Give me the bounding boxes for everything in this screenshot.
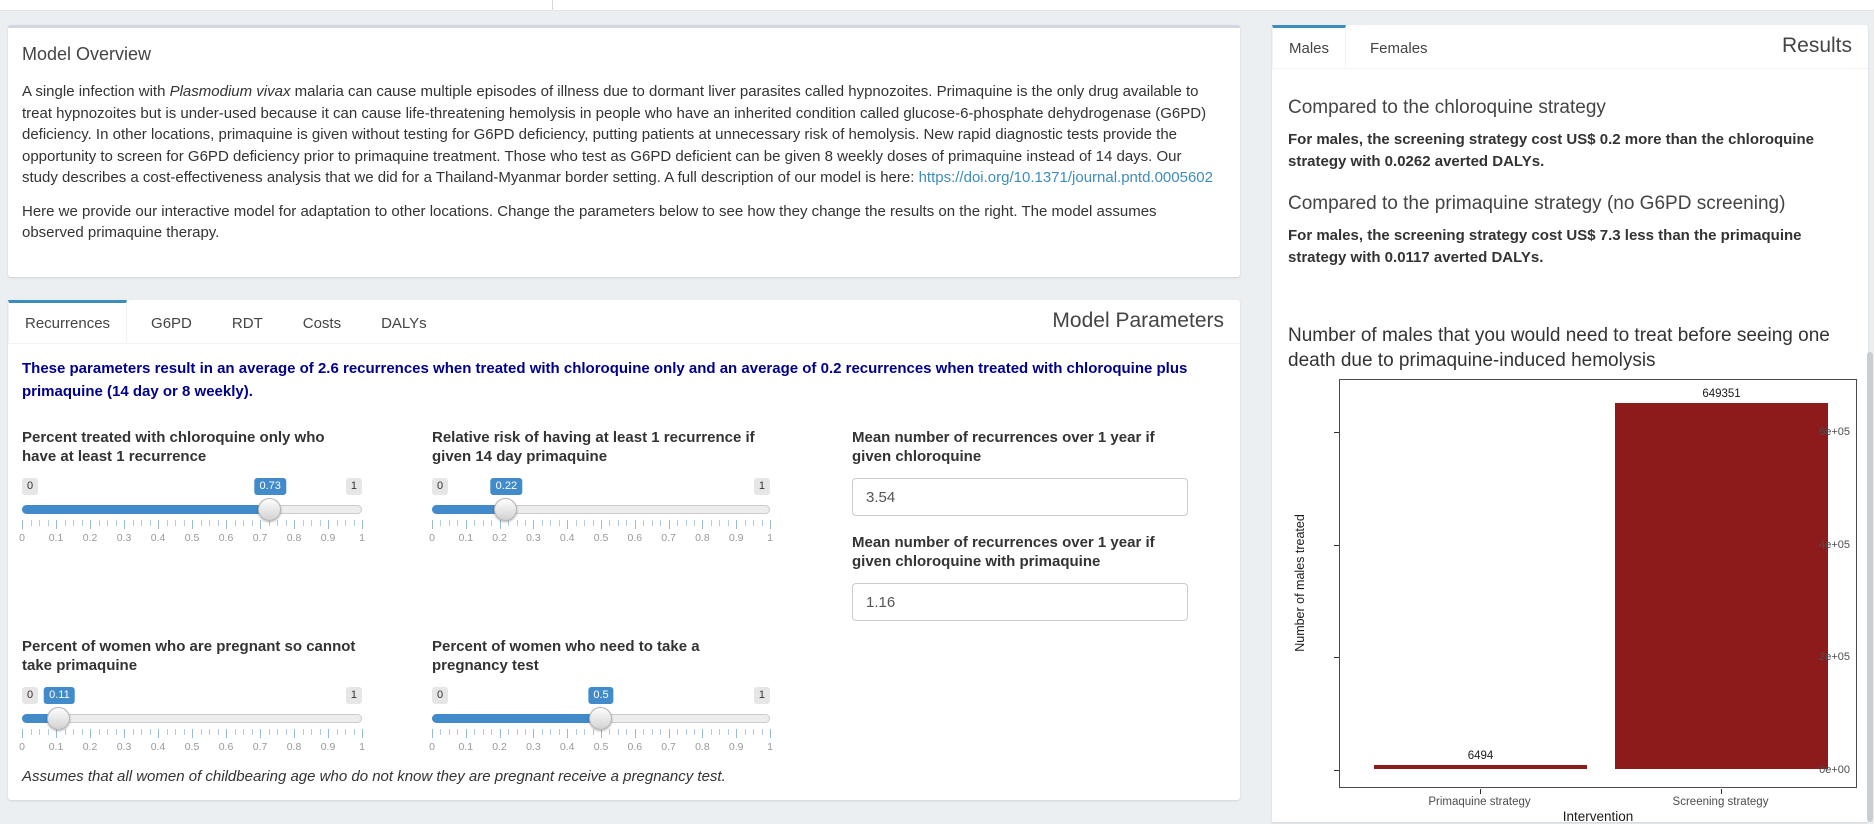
tab-recurrences[interactable]: Recurrences [8,300,127,342]
slider-tick [48,729,49,735]
slider-value-badge: 0.73 [254,478,285,495]
slider-tick [728,520,729,526]
y-axis-tick-mark [1334,770,1339,771]
slider-tick [440,520,441,526]
slider-tick-label: 0.3 [526,741,541,753]
slider-max-label: 1 [754,478,770,495]
slider-tick [362,729,363,738]
results-section [1288,193,1854,269]
slider-tick-label: 0.3 [116,741,132,753]
top-divider [552,0,553,10]
slider-tick [483,729,484,735]
slider-handle[interactable] [589,707,612,730]
slider-tick [643,520,644,526]
tab-g6pd[interactable]: G6PD [151,315,192,332]
slider-tick [677,729,678,735]
slider-tick [618,729,619,735]
slider-handle[interactable] [494,498,517,521]
slider-tick [609,520,610,526]
slider-tick [762,729,763,735]
model-overview-panel [8,25,1240,277]
slider-label: Percent of women who are pregnant so cannot take primaquine [22,638,356,674]
slider-tick-label: 0 [429,741,435,753]
slider-max-label: 1 [346,687,362,704]
slider-tick [762,520,763,526]
slider-tick-label: 0.4 [150,532,166,544]
bar-value-label: 6494 [1467,750,1494,762]
slider-tick [652,520,653,526]
slider-tick-label: 0.7 [252,741,268,753]
slider-max-label: 1 [754,687,770,704]
slider-tick [65,520,66,526]
y-axis-tick-mark [1334,657,1339,658]
slider-tick-label: 0.5 [593,532,609,544]
slider-tick [31,520,32,526]
slider-tick [294,729,295,738]
slider-tick [533,729,534,738]
bar-value-label: 649351 [1702,388,1741,400]
species-name: Plasmodium vivax [169,83,291,100]
slider-tick [719,520,720,526]
slider-tick-label: 1 [359,532,365,544]
slider-tick [711,520,712,526]
slider-tick [167,520,168,526]
slider-tick [22,520,23,529]
model-parameters-panel [8,300,1240,800]
slider-value-badge: 0.5 [588,687,613,704]
slider-tick [491,520,492,526]
slider-tick [345,729,346,735]
slider-tick [31,729,32,735]
slider-tick [124,520,125,529]
tab-females[interactable]: Females [1370,40,1428,57]
results-section-heading: Compared to the chloroquine strategy [1288,97,1606,118]
slider-tick [158,520,159,529]
slider-grid [19,729,365,755]
slider-tick [550,520,551,526]
slider-handle[interactable] [47,707,70,730]
slider-tick-label: 1 [359,741,365,753]
slider-filled-track [22,505,270,514]
x-axis-category-label: Primaquine strategy [1428,796,1531,808]
slider-tick [618,520,619,526]
results-tab-bar [1272,25,1868,69]
slider-tick [90,729,91,738]
vertical-scrollbar-thumb[interactable] [1867,352,1873,822]
slider-tick [226,520,227,529]
slider-tick [73,520,74,526]
y-axis-tick-label: 0e+00 [1819,764,1850,776]
slider-tick [209,729,210,735]
range-slider[interactable] [19,478,365,548]
results-section-body: For males, the screening strategy cost US$ 0.2 more than the chloroquine strategy with 0.0262 averted DALYs. [1288,131,1814,170]
input-mean-recurrences-chloroquine [852,428,1188,516]
slider-relative-risk [429,428,773,548]
slider-tick [48,520,49,526]
slider-tick [184,520,185,526]
slider-tick [22,729,23,738]
slider-tick [133,520,134,526]
slider-tick [320,729,321,735]
chart-plot-area [1339,379,1857,788]
slider-tick [474,729,475,735]
slider-tick-label: 0.6 [627,532,643,544]
slider-tick-label: 0.2 [492,532,507,544]
slider-tick [286,520,287,526]
slider-tick [533,520,534,529]
slider-tick [483,520,484,526]
numeric-input[interactable] [852,478,1188,516]
slider-tick [601,520,602,529]
slider-tick-label: 0.4 [559,741,575,753]
slider-tick [508,729,509,735]
slider-tick [82,729,83,735]
slider-tick [243,520,244,526]
chart-x-axis-title: Intervention [1562,809,1634,824]
slider-tick [252,729,253,735]
slider-tick [269,729,270,735]
slider-value-badge: 0.11 [44,687,75,704]
slider-tick-label: 0 [19,741,25,753]
slider-tick [770,520,771,529]
slider-min-label: 0 [432,478,448,495]
slider-tick [491,729,492,735]
slider-tick-label: 0.2 [82,532,98,544]
slider-tick [260,520,261,529]
slider-label: Relative risk of having at least 1 recurrence if given 14 day primaquine [432,429,755,465]
slider-tick-label: 0.6 [218,741,234,753]
parameters-tab-bar [8,300,1240,344]
slider-tick [65,729,66,735]
slider-tick [235,729,236,735]
slider-tick [218,520,219,526]
slider-tick [252,520,253,526]
slider-tick [677,520,678,526]
slider-tick [635,520,636,529]
slider-tick-label: 0.8 [286,741,302,753]
slider-tick [440,729,441,735]
slider-tick [584,520,585,526]
results-panel-title: Results [1781,34,1852,57]
slider-tick-label: 0.2 [492,741,507,753]
bar-chart [1286,375,1862,822]
slider-tick [141,729,142,735]
slider-tick [201,520,202,526]
slider-tick [466,520,467,529]
slider-grid [19,520,365,546]
slider-tick [192,520,193,529]
slider-tick-label: 0.2 [82,741,98,753]
slider-tick [150,520,151,526]
slider-handle[interactable] [258,498,281,521]
slider-tick [711,729,712,735]
bar-screening-strategy [1615,403,1828,769]
slider-tick [201,729,202,735]
input-label: Mean number of recurrences over 1 year if given chloroquine with primaquine [852,534,1155,570]
slider-tick [542,729,543,735]
tab-males[interactable]: Males [1272,25,1346,67]
slider-tick [107,729,108,735]
slider-tick [311,520,312,526]
slider-tick [601,729,602,738]
slider-tick [694,729,695,735]
input-label: Mean number of recurrences over 1 year if given chloroquine [852,429,1155,465]
slider-tick [669,520,670,529]
overview-title: Model Overview [22,44,152,64]
overview-paragraph-1: A single infection with Plasmodium vivax malaria can cause multiple episodes of illness due to dormant liver parasites called hypnozoites. Primaquine is the only drug available to treat hypnozoites but is under-used because it can cause life-threatening hemolysis in people who have an inherited condition called glucose-6-phosphate dehydrogenase (G6PD) deficiency. In other locations, primaquine is given without testing for G6PD deficiency, putting patients at unnecessary risk of hemolysis. New rapid diagnostic tests provide the opportunity to screen for G6PD deficiency prior to primaquine treatment. Those who test as G6PD deficient can be given 8 weekly doses of primaquine instead of 14 days. Our study describes a cost-effectiveness analysis that we did for a Thailand-Myanmar border setting. A full description of our model is here: https://doi.org/10.1371/journal.pntd.0005602 [22,83,1213,186]
slider-tick [593,729,594,735]
slider-tick [745,729,746,735]
slider-tick [576,520,577,526]
slider-tick [702,520,703,529]
x-axis-tick-mark [1480,789,1481,794]
slider-tick [525,520,526,526]
results-section-heading: Compared to the primaquine strategy (no G6PD screening) [1288,193,1786,214]
chart-heading: Number of males that you would need to treat before seeing one death due to primaquine-induced hemolysis [1288,325,1830,371]
x-axis-category-label: Screening strategy [1672,796,1769,808]
slider-tick-label: 0 [429,532,435,544]
slider-tick [466,729,467,738]
slider-tick-label: 0.3 [526,532,541,544]
slider-tick [226,729,227,738]
slider-tick [235,520,236,526]
slider-tick [277,520,278,526]
slider-tick [728,729,729,735]
numeric-input[interactable] [852,583,1188,621]
slider-tick [39,520,40,526]
slider-tick [218,729,219,735]
slider-tick [90,520,91,529]
slider-tick [303,729,304,735]
slider-grid [429,520,773,546]
y-axis-tick-label: 6e+05 [1819,426,1850,438]
slider-tick [345,520,346,526]
slider-tick-label: 0.8 [695,532,710,544]
slider-tick-label: 0.1 [458,741,474,753]
slider-tick [694,520,695,526]
slider-tick-label: 0.1 [48,741,64,753]
slider-tick [141,520,142,526]
slider-tick [150,729,151,735]
slider-tick [660,729,661,735]
slider-tick [73,729,74,735]
slider-tick [559,520,560,526]
y-axis-tick-label: 2e+05 [1819,651,1850,664]
slider-tick-label: 0.8 [286,532,302,544]
slider-tick [337,520,338,526]
x-axis-tick-mark [1721,789,1722,794]
slider-tick-label: 0.3 [116,532,132,544]
slider-tick [286,729,287,735]
slider-label: Percent treated with chloroquine only who have at least 1 recurrence [22,429,325,465]
slider-tick [184,729,185,735]
slider-chloroquine-recurrence [19,428,365,548]
slider-max-label: 1 [346,478,362,495]
slider-tick [56,520,57,529]
slider-tick-label: 0.5 [184,741,200,753]
slider-tick-label: 0.7 [661,741,676,753]
slider-tick [277,729,278,735]
slider-tick [567,520,568,529]
slider-label: Percent of women who need to take a pregnancy test [432,638,700,674]
slider-tick [56,729,57,738]
slider-tick [508,520,509,526]
slider-tick [294,520,295,529]
results-panel [1272,25,1868,822]
tab-dalys[interactable]: DALYs [381,315,427,332]
slider-tick [584,729,585,735]
slider-tick [626,520,627,526]
slider-tick [457,520,458,526]
slider-tick [175,520,176,526]
slider-tick [432,520,433,529]
parameters-summary: These parameters result in an average of 2.6 recurrences when treated with chloroquine only and an average of 0.2 recurrences when treated with chloroquine plus primaquine (14 day or 8 weekly). [22,360,1188,400]
slider-tick [660,520,661,526]
slider-tick [116,729,117,735]
slider-min-label: 0 [22,687,38,704]
slider-tick [175,729,176,735]
slider-tick [736,520,737,529]
slider-tick [525,729,526,735]
slider-tick [542,520,543,526]
slider-tick [635,729,636,738]
slider-tick [500,520,501,529]
slider-tick-label: 0.9 [320,532,336,544]
slider-tick [167,729,168,735]
slider-tick [517,520,518,526]
slider-tick [124,729,125,738]
slider-tick [669,729,670,738]
y-axis-tick-label: 4e+05 [1819,538,1850,551]
parameters-panel-title: Model Parameters [1052,309,1224,332]
slider-tick [82,520,83,526]
slider-tick-label: 0.7 [252,532,268,544]
slider-tick [116,520,117,526]
slider-tick [576,729,577,735]
slider-tick-label: 0.5 [593,741,609,753]
slider-tick-label: 0.6 [218,532,234,544]
slider-tick [354,729,355,735]
slider-tick [311,729,312,735]
slider-tick [192,729,193,738]
slider-tick-label: 1 [767,741,773,753]
slider-tick [158,729,159,738]
slider-tick [432,729,433,738]
slider-tick [736,729,737,738]
slider-tick [362,520,363,529]
input-mean-recurrences-primaquine [852,533,1188,621]
slider-tick [753,520,754,526]
slider-tick [770,729,771,738]
slider-tick [559,729,560,735]
slider-tick [457,729,458,735]
range-slider[interactable] [19,687,365,757]
chart-y-axis-title: Number of males treated [1293,514,1307,652]
slider-tick [643,729,644,735]
range-slider[interactable] [429,687,773,757]
slider-tick [449,729,450,735]
slider-tick-label: 0.4 [150,741,166,753]
slider-min-label: 0 [22,478,38,495]
slider-tick [686,520,687,526]
results-section-body: For males, the screening strategy cost US$ 7.3 less than the primaquine strategy with 0.0117 averted DALYs. [1288,227,1802,266]
browser-top-strip [0,0,1874,11]
range-slider[interactable] [429,478,773,548]
slider-track[interactable] [22,714,362,723]
slider-tick [99,729,100,735]
slider-tick [354,520,355,526]
slider-tick [626,729,627,735]
slider-tick [328,520,329,529]
doi-link[interactable]: https://doi.org/10.1371/journal.pntd.0005602 [918,169,1213,186]
slider-tick [517,729,518,735]
slider-tick [550,729,551,735]
slider-tick [719,729,720,735]
slider-tick [686,729,687,735]
slider-tick-label: 0.7 [661,532,676,544]
parameters-footnote: Assumes that all women of childbearing age who do not know they are pregnant receive a pregnancy test. [22,768,726,785]
slider-tick [209,520,210,526]
y-axis-tick-mark [1334,432,1339,433]
slider-tick [99,520,100,526]
slider-tick-label: 1 [767,532,773,544]
slider-tick [328,729,329,738]
slider-tick-label: 0.5 [184,532,200,544]
slider-tick-label: 0.4 [559,532,575,544]
slider-tick [745,520,746,526]
slider-tick [609,729,610,735]
tab-costs[interactable]: Costs [302,315,342,332]
slider-tick [303,520,304,526]
slider-tick [593,520,594,526]
slider-pregnant-percent [19,637,365,757]
overview-paragraph-2: Here we provide our interactive model for adaptation to other locations. Change the parameters below to see how they change the results on the right. The model assumes observed primaquine therapy. [22,202,1157,241]
slider-tick [39,729,40,735]
slider-tick [474,520,475,526]
slider-value-badge: 0.22 [491,478,522,495]
slider-tick [337,729,338,735]
results-section [1288,97,1854,173]
slider-tick-label: 0.9 [728,741,744,753]
slider-tick [320,520,321,526]
slider-tick [133,729,134,735]
slider-tick [243,729,244,735]
slider-tick [753,729,754,735]
slider-tick [500,729,501,738]
slider-grid [429,729,773,755]
slider-tick-label: 0.1 [458,532,474,544]
y-axis-tick-mark [1334,545,1339,546]
slider-tick [107,520,108,526]
slider-tick [702,729,703,738]
slider-tick-label: 0.9 [728,532,744,544]
slider-tick [449,520,450,526]
slider-min-label: 0 [432,687,448,704]
slider-tick [260,729,261,738]
slider-tick [652,729,653,735]
slider-tick-label: 0.6 [627,741,643,753]
slider-filled-track [432,714,601,723]
bar-primaquine-strategy [1374,765,1587,769]
slider-pregnancy-test-percent [429,637,773,757]
slider-tick-label: 0.1 [48,532,64,544]
tab-rdt[interactable]: RDT [231,315,263,332]
slider-tick-label: 0.9 [320,741,336,753]
slider-tick-label: 0 [19,532,25,544]
slider-tick [567,729,568,738]
slider-tick-label: 0.8 [695,741,710,753]
